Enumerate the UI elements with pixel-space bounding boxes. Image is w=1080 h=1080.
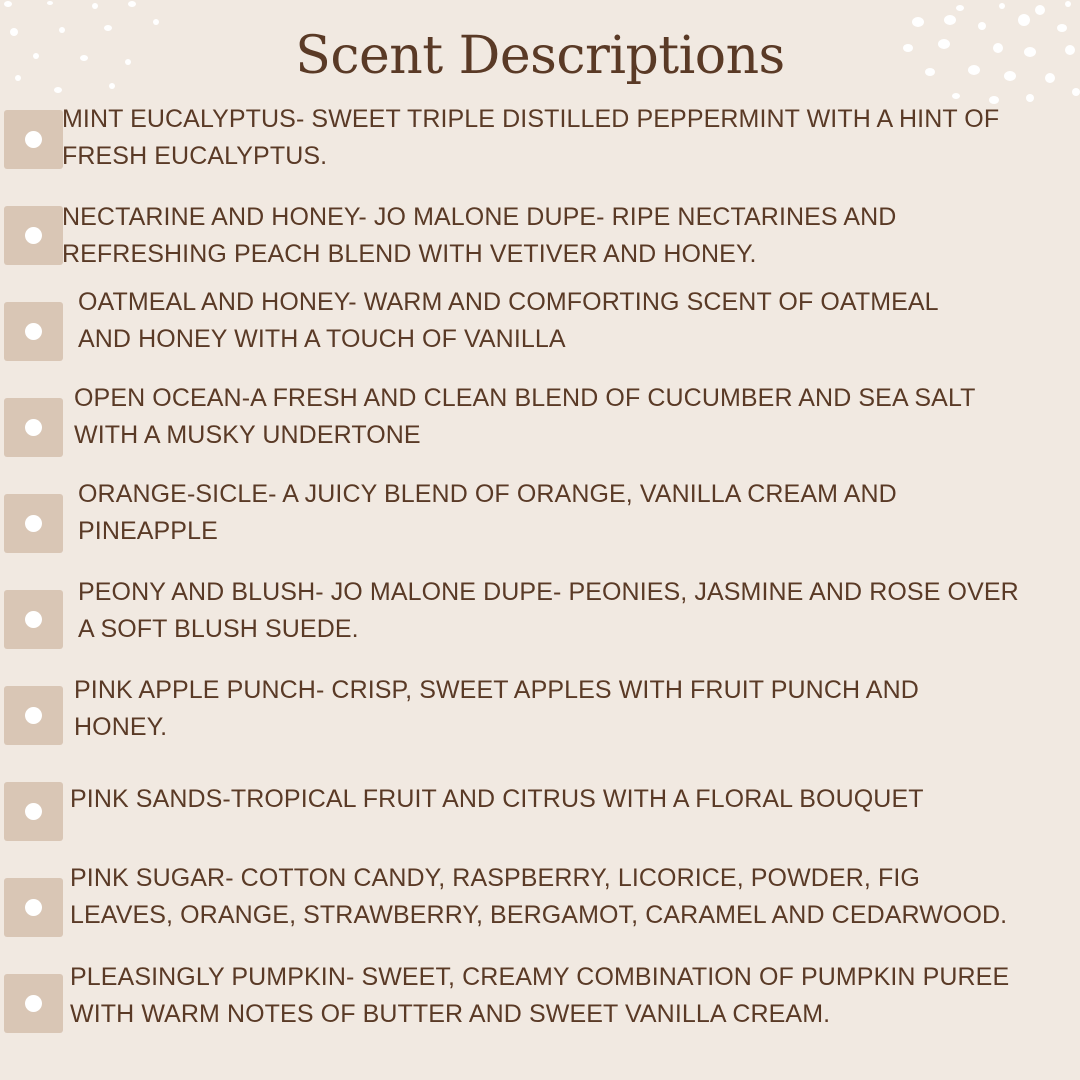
scent-description: ORANGE-SICLE- A JUICY BLEND OF ORANGE, VANILLA CREAM AND PINEAPPLE (78, 480, 897, 545)
scent-description: PEONY AND BLUSH- JO MALONE DUPE- PEONIES, JASMINE AND ROSE OVER A SOFT BLUSH SUEDE. (78, 578, 1019, 643)
scent-description: PINK SANDS-TROPICAL FRUIT AND CITRUS WITH A FLORAL BOUQUET (70, 785, 924, 813)
scent-description: OATMEAL AND HONEY- WARM AND COMFORTING SCENT OF OATMEAL AND HONEY WITH A TOUCH OF VANILLA (78, 288, 939, 353)
bullet-icon (4, 206, 63, 265)
bullet-icon (4, 878, 63, 937)
bullet-icon (4, 974, 63, 1033)
page-title: Scent Descriptions (295, 26, 785, 86)
bullet-icon (4, 110, 63, 169)
bullet-icon (4, 782, 63, 841)
bullet-icon (4, 302, 63, 361)
scent-description: PLEASINGLY PUMPKIN- SWEET, CREAMY COMBINATION OF PUMPKIN PUREE WITH WARM NOTES OF BUTTER AND SWEET VANILLA CREAM. (70, 963, 1010, 1028)
bullet-icon (4, 398, 63, 457)
scent-description: OPEN OCEAN-A FRESH AND CLEAN BLEND OF CUCUMBER AND SEA SALT WITH A MUSKY UNDERTONE (74, 384, 976, 449)
scent-description: PINK APPLE PUNCH- CRISP, SWEET APPLES WITH FRUIT PUNCH AND HONEY. (74, 676, 919, 741)
bullet-icon (4, 590, 63, 649)
bullet-icon (4, 686, 63, 745)
scent-description: MINT EUCALYPTUS- SWEET TRIPLE DISTILLED PEPPERMINT WITH A HINT OF FRESH EUCALYPTUS. (62, 105, 1000, 170)
scent-description: PINK SUGAR- COTTON CANDY, RASPBERRY, LICORICE, POWDER, FIG LEAVES, ORANGE, STRAWBERRY, BERGAMOT, CARAMEL AND CEDARWOOD. (70, 864, 1008, 929)
scent-description: NECTARINE AND HONEY- JO MALONE DUPE- RIPE NECTARINES AND REFRESHING PEACH BLEND WITH VETIVER AND HONEY. (62, 203, 897, 268)
bullet-icon (4, 494, 63, 553)
